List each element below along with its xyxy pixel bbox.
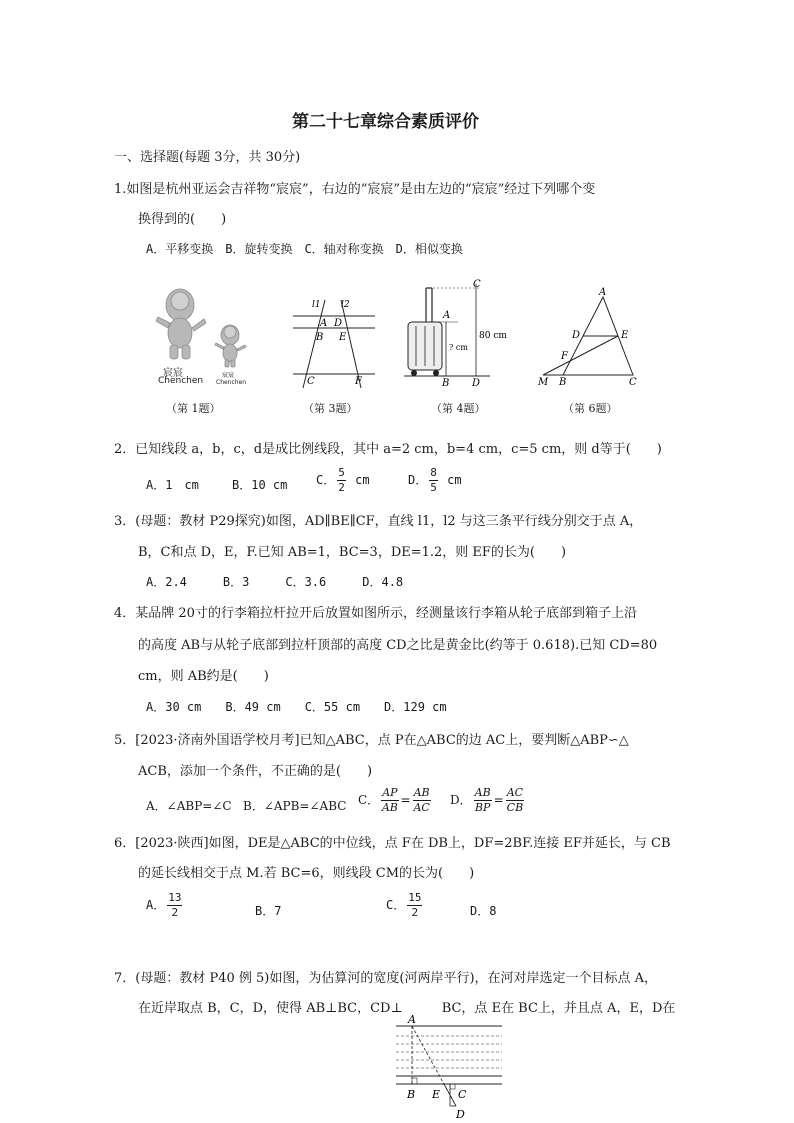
q7-line2: 在近岸取点 B，C，D，使得 AB⊥BC，CD⊥ BC，点 E在 BC上，并且点 A，E，D在 [138,1001,676,1016]
q2-optD [408,466,462,495]
q6-optC-num: 15 [408,891,422,904]
fig6-A: A [599,287,607,298]
fig3-E: E [339,332,347,343]
page-title: 第二十七章综合素质评价 [292,112,479,132]
q6-optC [386,891,424,920]
q5-optD-n1: AB [474,786,491,799]
fig7-E: E [432,1088,441,1101]
fig4-q: ? cm [449,343,468,352]
mascot-label-en-small: Chenchen [216,379,247,386]
fig4-A: A [443,310,451,321]
mascot-label-cn-small: 宸宸 [222,372,235,379]
q2-optC-num: 5 [338,466,345,479]
q5-optC-frac2 [413,786,431,815]
q4-line3: cm，则 AB约是( ) [138,669,269,684]
q5-optC-frac1 [381,786,398,815]
fig3-C: C [307,376,315,387]
q3-options: A．2.4 B．3 C．3.6 D．4.8 [146,575,404,589]
q2-optC-prefix: C． [316,473,336,487]
q5-optC-d2: AC [413,801,430,814]
q5-optC-prefix: C． [358,793,380,807]
figure-4-diagram [400,278,520,388]
q2-optD-num: 8 [430,466,437,479]
figure-3-caption: （第 3题） [303,402,358,415]
q5-optC-n1: AP [382,786,398,799]
q2-line1: 2．已知线段 a，b，c，d是成比例线段，其中 a=2 cm，b=4 cm，c=5 cm，则 d等于( ) [114,442,662,457]
q5-optA: A．∠ABP=∠C [146,799,232,813]
fig6-M: M [538,377,549,388]
q6-optA [146,891,184,920]
q6-optC-fraction [407,891,422,920]
q7-line1: 7．(母题：教材 P40 例 5)如图，为估算河的宽度(河两岸平行)，在河对岸选定一个目标点 A， [114,971,658,986]
q6-optA-den: 2 [171,906,179,919]
q4-line2: 的高度 AB与从轮子底部到拉杆顶部的高度 CD之比是黄金比(约等于 0.618).已知 CD=80 [138,638,658,653]
q2-optC [316,466,370,495]
fig4-D: D [472,378,481,388]
q6-optC-prefix: C． [386,898,406,912]
fig7-C: C [458,1088,467,1101]
q1-line1: 1.如图是杭州亚运会吉祥物“宸宸”，右边的“宸宸”是由左边的“宸宸”经过下列哪个变 [114,182,596,197]
q2-optC-unit: cm [355,473,370,487]
q2-optD-den: 5 [430,481,437,494]
q5-optD-d2: CB [506,801,524,814]
q5-optC-d1: AB [381,801,398,814]
q1-options: A．平移变换 B．旋转变换 C．轴对称变换 D．相似变换 [146,242,463,256]
fig3-A: A [320,318,328,329]
fig6-B: B [559,377,567,388]
q5-line2: ACB，添加一个条件，不正确的是( ) [138,764,373,779]
q4-options: A．30 cm B．49 cm C．55 cm D．129 cm [146,700,447,714]
q5-optD: D． $\frac{AB}{BP}$ = $\frac{AC}{CB}$ [450,786,524,814]
q2-optA: A．1 cm [146,478,199,492]
figure-4-caption: （第 4题） [431,402,486,415]
fig6-D: D [572,330,581,341]
fig7-A: A [408,1013,416,1026]
q6-optD: D．8 [470,904,497,918]
q5-optD-d1: BP [474,801,491,814]
q5-optD-frac2 [506,786,524,815]
fig4-B: B [442,378,450,388]
q5-optD-frac1 [474,786,492,815]
q6-optA-num: 13 [168,891,182,904]
q5-optD-prefix: D． [450,793,472,807]
fig4-C: C [473,279,481,290]
q5-optD-n2: AC [506,786,524,799]
q2-optD-prefix: D． [408,473,428,487]
q5-optC-n2: AB [413,786,430,799]
fig7-D: D [456,1108,465,1121]
figure-6-caption: （第 6题） [563,402,618,415]
q3-line1: 3．(母题：教材 P29探究)如图，AD∥BE∥CF，直线 l1，l2 与这三条平行线分别交于点 A， [114,514,643,529]
fig7-B: B [407,1088,416,1101]
q4-line1: 4．某品牌 20寸的行李箱拉杆拉开后放置如图所示，经测量该行李箱从轮子底部到箱子上沿 [114,606,637,621]
fig3-F: F [355,376,362,387]
mascot-label-cn: 宸宸 [163,368,183,379]
q6-optB: B．7 [255,904,282,918]
q6-optA-prefix: A． [146,898,166,912]
figure-6-diagram [533,285,645,390]
fig4-h: 80 cm [479,331,507,341]
q5-optC: C． $\frac{AP}{AB}$ = $\frac{AB}{AC}$ [358,786,430,814]
q6-line2: 的延长线相交于点 M.若 BC=6，则线段 CM的长为( ) [138,866,475,881]
fig3-B: B [316,332,324,343]
fig3-l2: l2 [341,300,350,310]
figure-1-caption: （第 1题） [166,402,221,415]
mascot-label-en: Chenchen [158,376,204,386]
figure-7-diagram [392,1010,506,1122]
fig6-F: F [561,351,568,362]
fig3-D: D [334,318,343,329]
q2-optD-unit: cm [447,473,462,487]
q5-line1: 5．[2023·济南外国语学校月考]已知△ABC，点 P在△ABC的边 AC上，要判断△ABP∽△ [114,733,629,748]
q6-optA-fraction [167,891,182,920]
q1-line2: 换得到的( ) [138,212,227,227]
q2-optC-den: 2 [338,481,345,494]
q2-optB: B．10 cm [232,478,288,492]
fig6-E: E [621,330,629,341]
fig6-C: C [629,377,637,388]
q6-line1: 6．[2023·陕西]如图，DE是△ABC的中位线，点 F在 DB上，DF=2BF.连接 EF并延长，与 CB [114,836,671,851]
fig3-l1: l1 [312,300,321,310]
q3-line2: B，C和点 D，E，F.已知 AB=1，BC=3，DE=1.2，则 EF的长为( ) [138,545,567,560]
figure-3-diagram [285,290,385,390]
q6-optC-den: 2 [411,906,419,919]
q2-optD-fraction [429,466,438,495]
section-header: 一、选择题(每题 3分，共 30分) [114,150,301,165]
q5-optB: B．∠APB=∠ABC [243,799,347,813]
q2-optC-fraction [337,466,346,495]
